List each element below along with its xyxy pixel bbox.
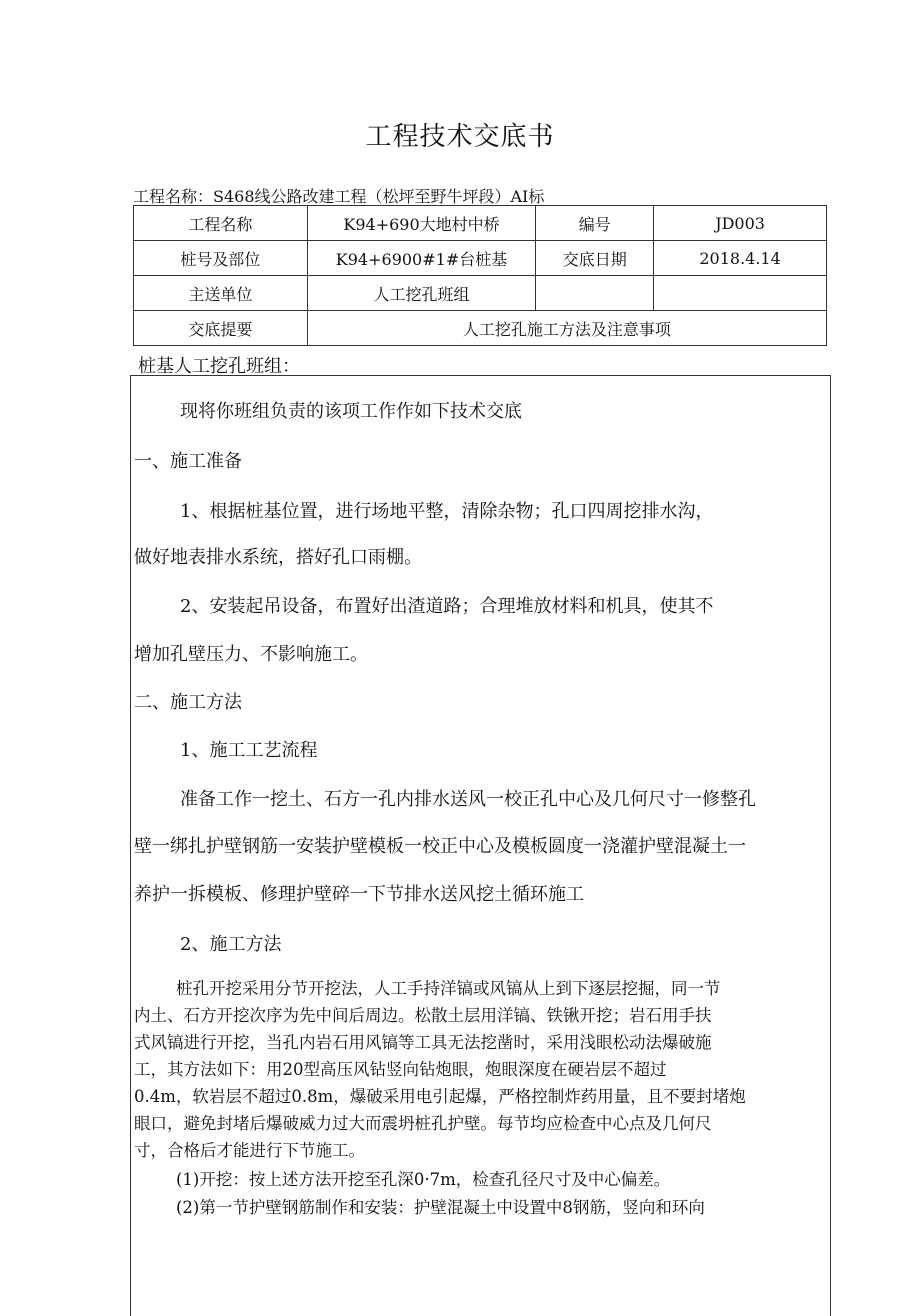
paragraph-line: 1、根据桩基位置，进行场地平整，清除杂物；孔口四周挖排水沟，	[180, 501, 714, 522]
table-row	[134, 276, 827, 311]
paragraph-line: 眼口，避免封堵后爆破威力过大而震坍桩孔护壁。每节均应检查中心点及几何尺	[134, 1114, 712, 1133]
intro-text: 现将你班组负责的该项工作作如下技术交底	[180, 401, 522, 422]
cell-label	[536, 276, 654, 311]
cell-value: JD003	[654, 206, 827, 241]
paragraph-line: 做好地表排水系统，搭好孔口雨棚。	[134, 547, 422, 568]
section-title: 一、施工准备	[134, 451, 242, 472]
paragraph-line: 准备工作一挖土、石方一孔内排水送风一校正孔中心及几何尺寸一修整孔	[180, 789, 756, 810]
document-title: 工程技术交底书	[365, 122, 555, 152]
paragraph-line: 式风镐进行开挖，当孔内岩石用风镐等工具无法挖凿时，采用浅眼松动法爆破施	[134, 1033, 712, 1052]
paragraph-line: 2、安装起吊设备，布置好出渣道路；合理堆放材料和机具，使其不	[180, 596, 714, 617]
cell-label: 交底日期	[536, 241, 654, 276]
paragraph-line: 增加孔壁压力、不影响施工。	[134, 644, 368, 665]
section-title: 二、施工方法	[134, 692, 242, 713]
cell-label: 交底提要	[134, 311, 308, 346]
table-row	[134, 311, 827, 346]
greeting: 桩基人工挖孔班组：	[138, 356, 300, 377]
table-row	[134, 241, 827, 276]
subsection-title: 2、施工方法	[180, 934, 282, 955]
subsection-title: 1、施工工艺流程	[180, 740, 318, 761]
table-row	[134, 206, 827, 241]
cell-label: 桩号及部位	[134, 241, 308, 276]
paragraph-line: 内土、石方开挖次序为先中间后周边。松散土层用洋镐、铁锹开挖；岩石用手扶	[134, 1006, 712, 1025]
paragraph-line: 养护一拆模板、修理护壁碎一下节排水送风挖土循环施工	[134, 884, 584, 905]
paragraph-line: 工，其方法如下：用20型高压风钻竖向钻炮眼，炮眼深度在硬岩层不超过	[134, 1060, 667, 1079]
cell-label: 主送单位	[134, 276, 308, 311]
cell-value: 人工挖孔班组	[307, 276, 536, 311]
cell-value	[654, 276, 827, 311]
cell-value: 人工挖孔施工方法及注意事项	[307, 311, 826, 346]
info-table	[133, 205, 827, 346]
list-item: (2)第一节护壁钢筋制作和安装：护壁混凝土中设置中8钢筋，竖向和环向	[176, 1198, 705, 1217]
cell-value: K94+690大地村中桥	[307, 206, 536, 241]
paragraph-line: 0.4m，软岩层不超过0.8m，爆破采用电引起爆，严格控制炸药用量，且不要封堵炮	[134, 1087, 746, 1106]
list-item: (1)开挖：按上述方法开挖至孔深0·7m，检查孔径尺寸及中心偏差。	[176, 1170, 671, 1189]
paragraph-line: 桩孔开挖采用分节开挖法，人工手持洋镐或风镐从上到下逐层挖掘，同一节	[176, 979, 721, 998]
paragraph-line: 寸，合格后才能进行下节施工。	[134, 1141, 365, 1160]
cell-value: K94+6900#1#台桩基	[307, 241, 536, 276]
cell-label: 工程名称	[134, 206, 308, 241]
project-name-line: 工程名称：S468线公路改建工程（松坪至野牛坪段）AI标	[133, 187, 545, 206]
cell-value: 2018.4.14	[654, 241, 827, 276]
paragraph-line: 壁一绑扎护壁钢筋一安装护壁模板一校正中心及模板圆度一浇灌护壁混凝土一	[134, 836, 746, 857]
cell-label: 编号	[536, 206, 654, 241]
